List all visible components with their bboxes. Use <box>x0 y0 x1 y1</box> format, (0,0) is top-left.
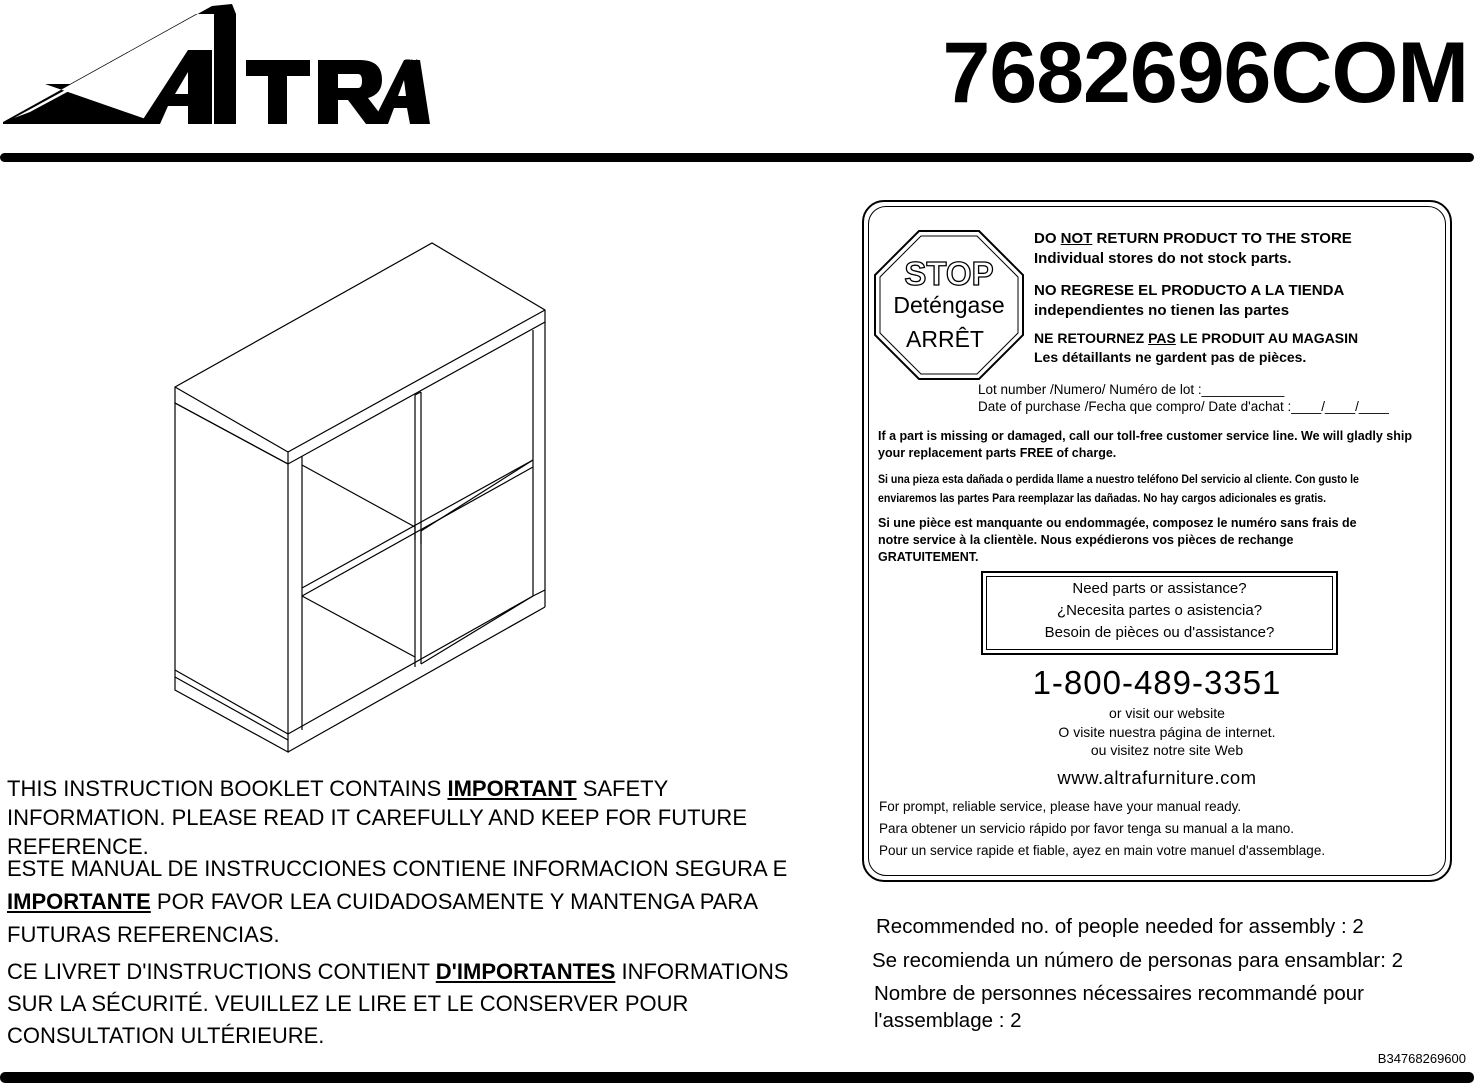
prompt-service-text: For prompt, reliable service, please have your manual ready. Para obtener un servicio rápido por favor tenga su manual a la mano. Pour un service rapide et fiable, ayez en main votre manuel d'assemblage. <box>879 799 1326 858</box>
do-not-return-en: DO NOT RETURN PRODUCT TO THE STORE Individual stores do not stock parts. <box>1034 230 1352 267</box>
missing-parts-fr: Si une pièce est manquante ou endommagée, composez le numéro sans frais de notre service à la clientèle. Nous expédierons vos pièces de rechange GRATUITEMENT. <box>878 516 1357 564</box>
stop-text-en: STOP <box>904 255 994 292</box>
stop-text-es: Deténgase <box>893 292 1005 318</box>
bottom-divider <box>0 1072 1474 1083</box>
logo-letter-a <box>140 50 212 124</box>
stop-text-fr: ARRÊT <box>906 326 984 352</box>
do-not-return-fr: NE RETOURNEZ PAS LE PRODUIT AU MAGASIN Les détaillants ne gardent pas de pièces. <box>1034 330 1359 365</box>
need-parts-text: Need parts or assistance? ¿Necesita partes o asistencia? Besoin de pièces ou d'assistance? <box>1044 580 1275 641</box>
website-link[interactable]: www.altrafurniture.com <box>1057 767 1257 788</box>
lot-number-blank[interactable]: ___________ <box>1201 382 1285 397</box>
do-not-return-es: NO REGRESE EL PRODUCTO A LA TIENDA independientes no tienen las partes <box>1034 282 1345 319</box>
people-needed-es: Se recomienda un número de personas para ensamblar: 2 <box>872 949 1404 972</box>
safety-notice-es: ESTE MANUAL DE INSTRUCCIONES CONTIENE INFORMACION SEGURA E IMPORTANTE POR FAVOR LEA CUIDADOSAMENTE Y MANTENGA PARA FUTURAS REFERENCIAS. <box>7 856 788 947</box>
trademark: TM <box>405 58 418 68</box>
logo-letter-l <box>214 14 236 124</box>
document-code: B34768269600 <box>1377 1051 1466 1066</box>
people-needed-en: Recommended no. of people needed for assembly : 2 <box>876 915 1364 938</box>
lot-number-field[interactable]: Lot number /Numero/ Numéro de lot :___________ <box>978 382 1285 397</box>
top-divider <box>0 153 1474 162</box>
missing-parts-es: Si una pieza esta dañada o perdida llame a nuestro teléfono Del servicio al cliente. Con gusto le enviaremos las partes Para reemplazar las dañadas. No hay cargos adicionales es gratis. <box>878 474 1359 505</box>
altra-logo <box>0 0 440 130</box>
logo-letter-t <box>246 60 310 124</box>
safety-notice-fr: CE LIVRET D'INSTRUCTIONS CONTIENT D'IMPORTANTES INFORMATIONS SUR LA SÉCURITÉ. VEUILLEZ LE LIRE ET LE CONSERVER POUR CONSULTATION ULTÉRIEURE. <box>7 959 789 1048</box>
purchase-date-blank[interactable]: ____/____/____ <box>1291 399 1389 414</box>
visit-website-text: or visit our website O visite nuestra página de internet. ou visitez notre site Web <box>1058 705 1276 758</box>
safety-notice-en: THIS INSTRUCTION BOOKLET CONTAINS IMPORTANT SAFETY INFORMATION. PLEASE READ IT CAREFULLY AND KEEP FOR FUTURE REFERENCE. <box>7 776 747 859</box>
purchase-date-field[interactable]: Date of purchase /Fecha que compro/ Date d'achat :____/____/____ <box>978 399 1389 414</box>
model-number: 7682696COM <box>942 25 1468 121</box>
stop-sign-icon <box>873 229 1025 381</box>
phone-number[interactable]: 1-800-489-3351 <box>1032 664 1282 701</box>
cube-storage-bookcase-drawing <box>165 235 555 760</box>
people-needed-fr: Nombre de personnes nécessaires recommandé pour l'assemblage : 2 <box>874 982 1364 1032</box>
missing-parts-en: If a part is missing or damaged, call our toll-free customer service line. We will gladly ship your replacement parts FREE of charge. <box>878 429 1412 460</box>
